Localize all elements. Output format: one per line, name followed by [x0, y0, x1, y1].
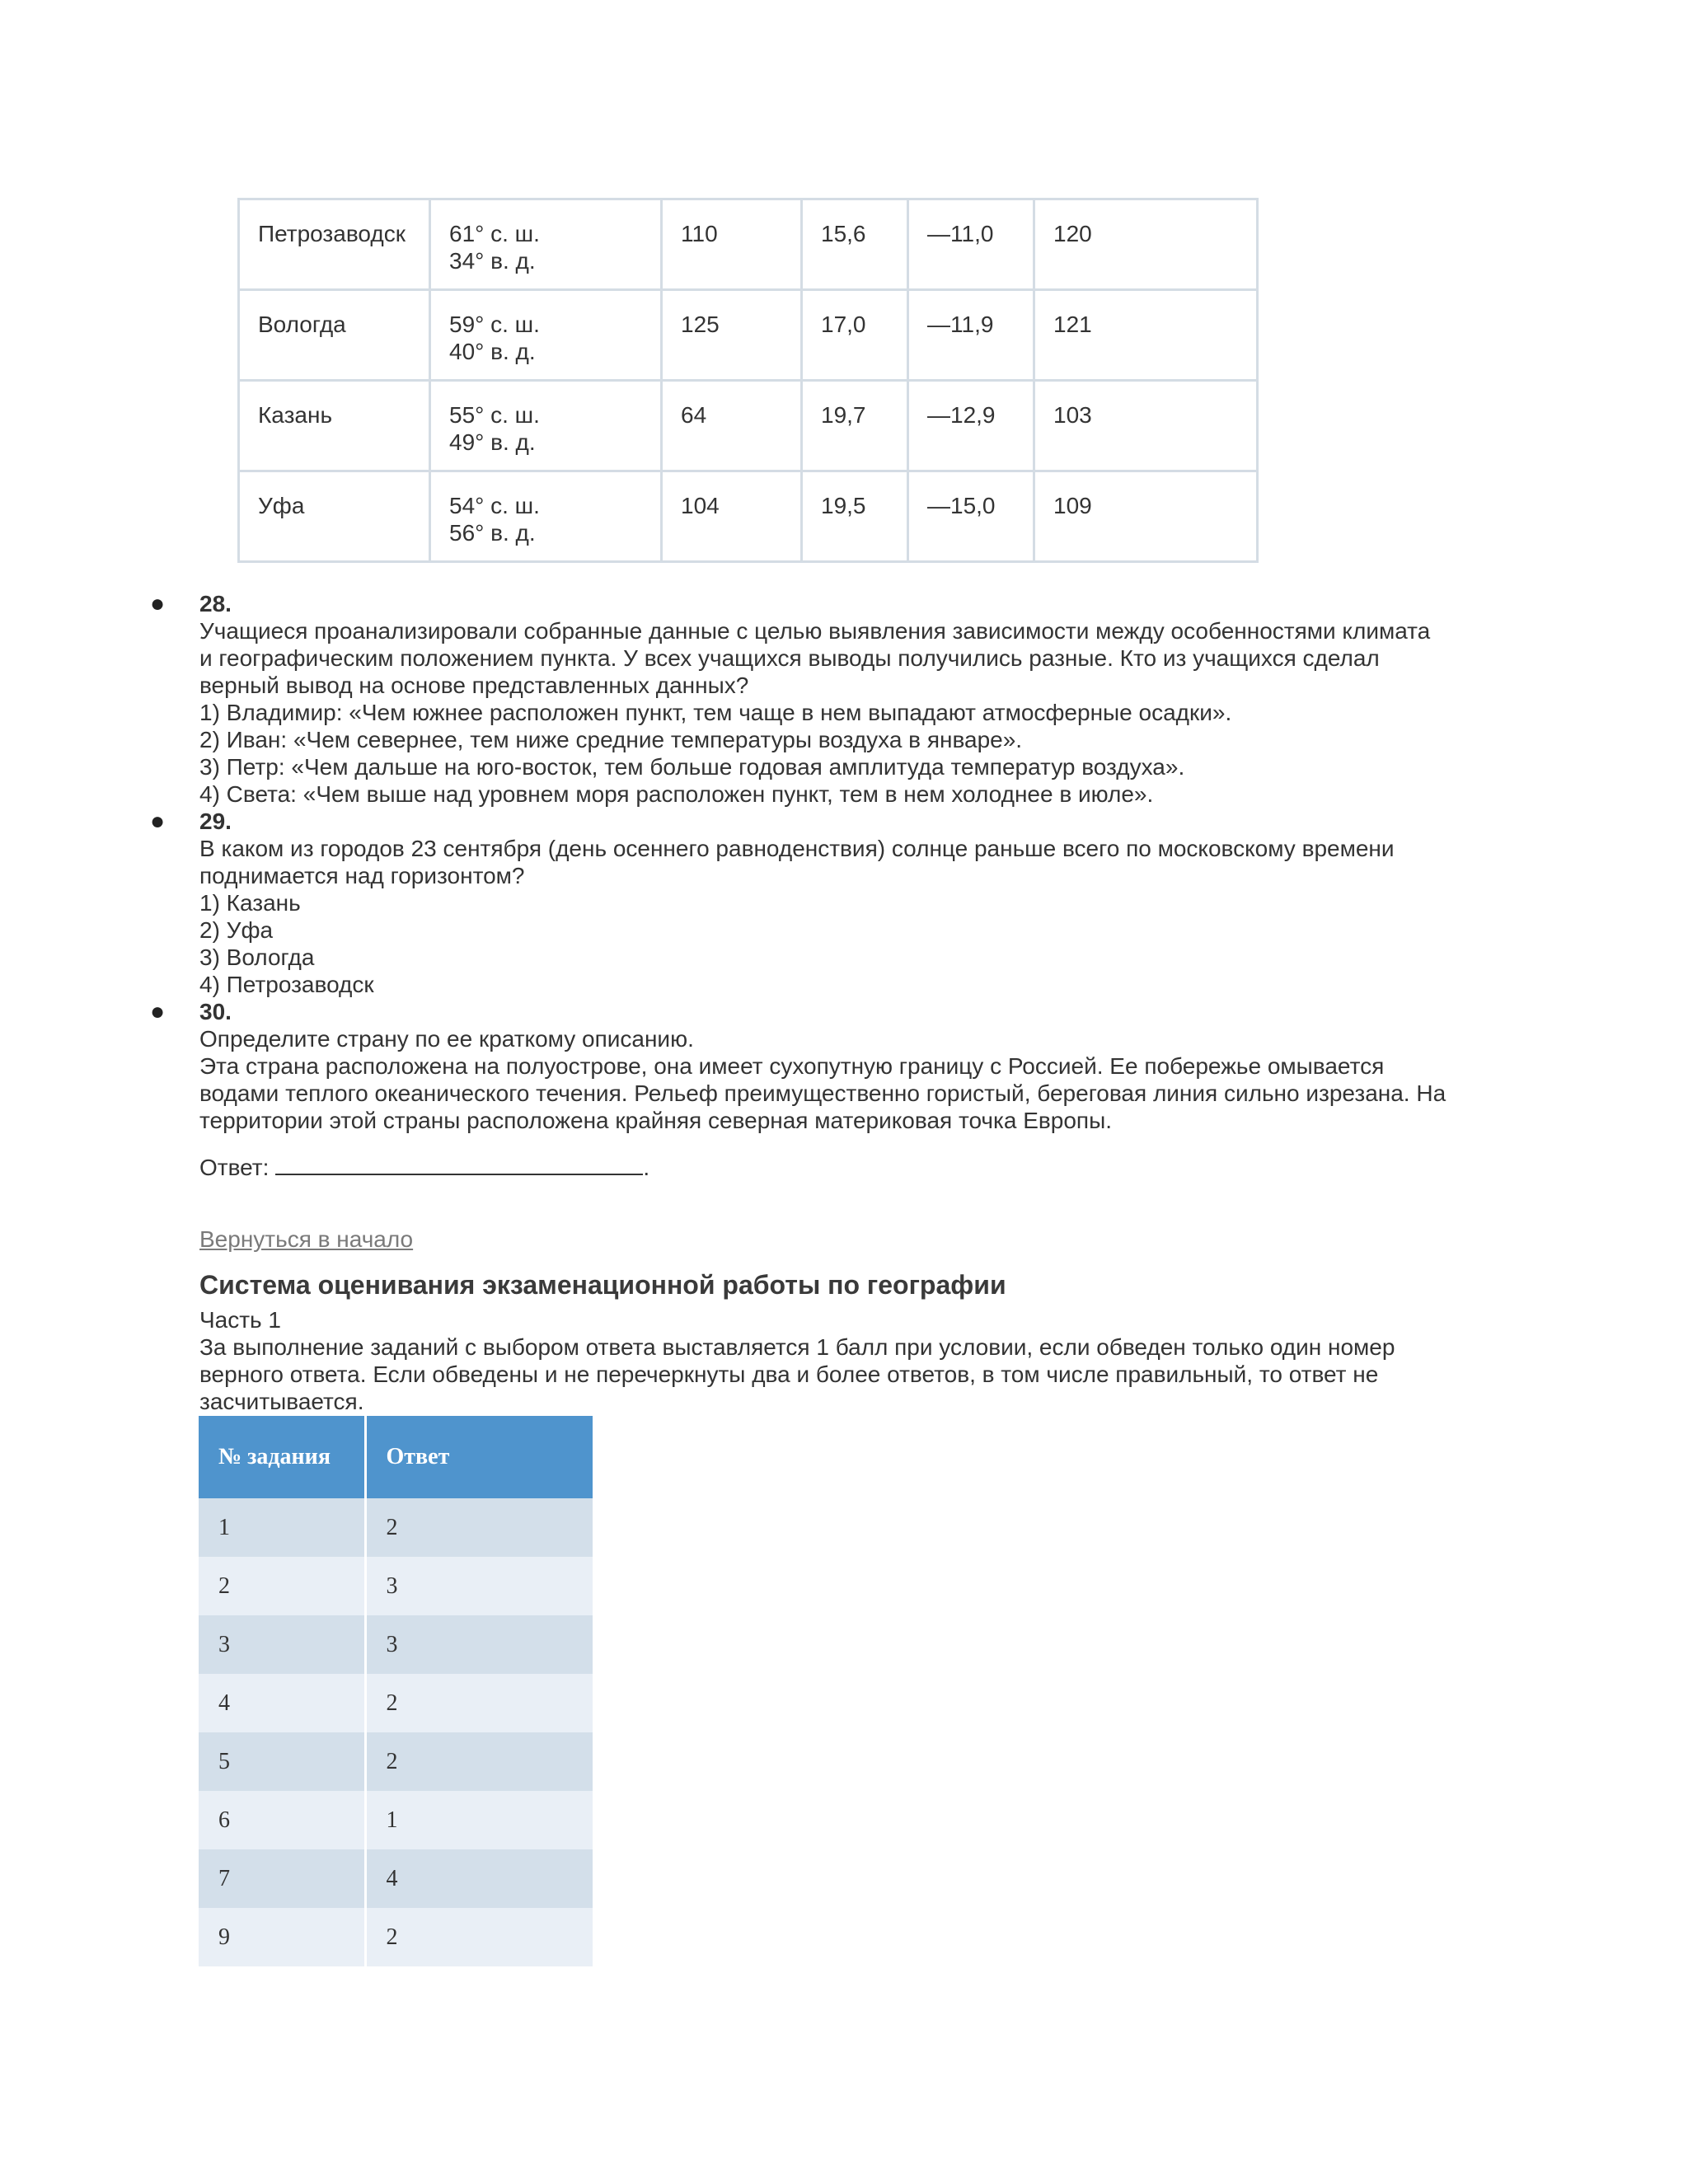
answer-option: 1) Казань: [199, 890, 301, 916]
answer-end: .: [643, 1155, 650, 1180]
section-title: Система оценивания экзаменационной работы по географии: [199, 1270, 1006, 1300]
coordinates-cell: [430, 199, 662, 290]
task-number-cell: 3: [199, 1615, 365, 1674]
table-row: [199, 1732, 593, 1791]
question-text-line: Эта страна расположена на полуострове, она имеет сухопутную границу с Россией. Ее побережье омывается: [199, 1053, 1385, 1079]
answers-table: [199, 1416, 593, 1966]
answer-blank: [275, 1152, 643, 1175]
coordinates-cell: [430, 290, 662, 381]
question-28: [150, 590, 1485, 808]
coordinates-cell: [430, 381, 662, 471]
table-row: [199, 1791, 593, 1849]
question-number: 29.: [199, 808, 232, 834]
height-cell: 64: [662, 381, 802, 471]
climate-table: [237, 198, 1259, 563]
answer-cell: 3: [365, 1557, 593, 1615]
question-text-line: поднимается над горизонтом?: [199, 863, 525, 888]
july-temp-cell: 15,6: [802, 199, 908, 290]
table-header-row: [199, 1416, 593, 1498]
question-text-line: Определите страну по ее краткому описанию.: [199, 1026, 694, 1052]
question-30: [150, 998, 1485, 1181]
task-number-cell: 9: [199, 1908, 365, 1966]
table-row: [199, 1557, 593, 1615]
july-temp-cell: 17,0: [802, 290, 908, 381]
city-cell: Вологда: [239, 290, 430, 381]
answer-option: 4) Света: «Чем выше над уровнем моря расположен пункт, тем в нем холоднее в июле».: [199, 781, 1154, 807]
task-number-cell: 7: [199, 1849, 365, 1908]
height-cell: 125: [662, 290, 802, 381]
answer-label: Ответ:: [199, 1155, 270, 1180]
answer-cell: 2: [365, 1908, 593, 1966]
january-temp-cell: —11,0: [908, 199, 1034, 290]
precipitation-cell: 103: [1034, 381, 1258, 471]
table-row: [199, 1498, 593, 1557]
question-text-line: водами теплого океанического течения. Рельеф преимущественно гористый, береговая линия сильно изрезана. На: [199, 1080, 1447, 1106]
question-text-line: и географическим положением пункта. У всех учащихся выводы получились разные. Кто из учащихся сделал: [199, 645, 1380, 671]
precipitation-cell: 121: [1034, 290, 1258, 381]
back-to-top-link[interactable]: Вернуться в начало: [199, 1226, 414, 1252]
answer-cell: 4: [365, 1849, 593, 1908]
question-list: [150, 590, 1485, 1181]
bullet-icon: ●: [150, 808, 166, 835]
bullet-icon: ●: [150, 998, 166, 1025]
height-cell: 110: [662, 199, 802, 290]
answer-cell: 2: [365, 1498, 593, 1557]
latitude: 59° с. ш.: [449, 312, 540, 337]
longitude: 49° в. д.: [449, 429, 536, 455]
task-number-cell: 1: [199, 1498, 365, 1557]
precipitation-cell: 109: [1034, 471, 1258, 562]
section-text-line: За выполнение заданий с выбором ответа выставляется 1 балл при условии, если обведен только один номер: [199, 1334, 1395, 1360]
table-row: [199, 1908, 593, 1966]
task-number-cell: 6: [199, 1791, 365, 1849]
header-task-number: № задания: [199, 1416, 365, 1498]
july-temp-cell: 19,7: [802, 381, 908, 471]
answer-option: 2) Уфа: [199, 917, 274, 943]
july-temp-cell: 19,5: [802, 471, 908, 562]
question-29: [150, 808, 1485, 998]
table-row: [239, 381, 1258, 471]
table-row: [239, 290, 1258, 381]
answer-option: 1) Владимир: «Чем южнее расположен пункт, тем чаще в нем выпадают атмосферные осадки».: [199, 700, 1232, 725]
city-cell: Петрозаводск: [239, 199, 430, 290]
latitude: 54° с. ш.: [449, 493, 540, 518]
question-text-line: верный вывод на основе представленных данных?: [199, 673, 749, 698]
question-number: 30.: [199, 999, 232, 1024]
january-temp-cell: —15,0: [908, 471, 1034, 562]
task-number-cell: 5: [199, 1732, 365, 1791]
table-row: [199, 1674, 593, 1732]
height-cell: 104: [662, 471, 802, 562]
answer-option: 3) Петр: «Чем дальше на юго-восток, тем больше годовая амплитуда температур воздуха».: [199, 754, 1185, 780]
answer-option: 3) Вологда: [199, 944, 315, 970]
january-temp-cell: —11,9: [908, 290, 1034, 381]
section-body: [199, 1306, 1485, 1415]
city-cell: Казань: [239, 381, 430, 471]
question-text-line: территории этой страны расположена крайняя северная материковая точка Европы.: [199, 1108, 1112, 1133]
answer-field: [199, 1152, 1485, 1181]
latitude: 61° с. ш.: [449, 221, 540, 246]
section-text-line: засчитывается.: [199, 1389, 364, 1414]
question-text-line: Учащиеся проанализировали собранные данные с целью выявления зависимости между особенностями климата: [199, 618, 1431, 644]
precipitation-cell: 120: [1034, 199, 1258, 290]
table-row: [199, 1849, 593, 1908]
answer-cell: 1: [365, 1791, 593, 1849]
january-temp-cell: —12,9: [908, 381, 1034, 471]
header-answer: Ответ: [365, 1416, 593, 1498]
latitude: 55° с. ш.: [449, 402, 540, 428]
question-number: 28.: [199, 591, 232, 616]
bullet-icon: ●: [150, 590, 166, 617]
table-row: [239, 199, 1258, 290]
table-row: [199, 1615, 593, 1674]
answer-cell: 3: [365, 1615, 593, 1674]
question-text-line: В каком из городов 23 сентября (день осеннего равноденствия) солнце раньше всего по московскому времени: [199, 836, 1395, 861]
longitude: 34° в. д.: [449, 248, 536, 274]
task-number-cell: 4: [199, 1674, 365, 1732]
answer-option: 2) Иван: «Чем севернее, тем ниже средние температуры воздуха в январе».: [199, 727, 1023, 752]
answer-cell: 2: [365, 1674, 593, 1732]
answer-option: 4) Петрозаводск: [199, 972, 374, 997]
longitude: 40° в. д.: [449, 339, 536, 364]
longitude: 56° в. д.: [449, 520, 536, 546]
section-text-line: верного ответа. Если обведены и не перечеркнуты два и более ответов, в том числе правильный, то ответ не: [199, 1361, 1379, 1387]
task-number-cell: 2: [199, 1557, 365, 1615]
coordinates-cell: [430, 471, 662, 562]
city-cell: Уфа: [239, 471, 430, 562]
section-part: Часть 1: [199, 1307, 281, 1333]
answer-cell: 2: [365, 1732, 593, 1791]
table-row: [239, 471, 1258, 562]
